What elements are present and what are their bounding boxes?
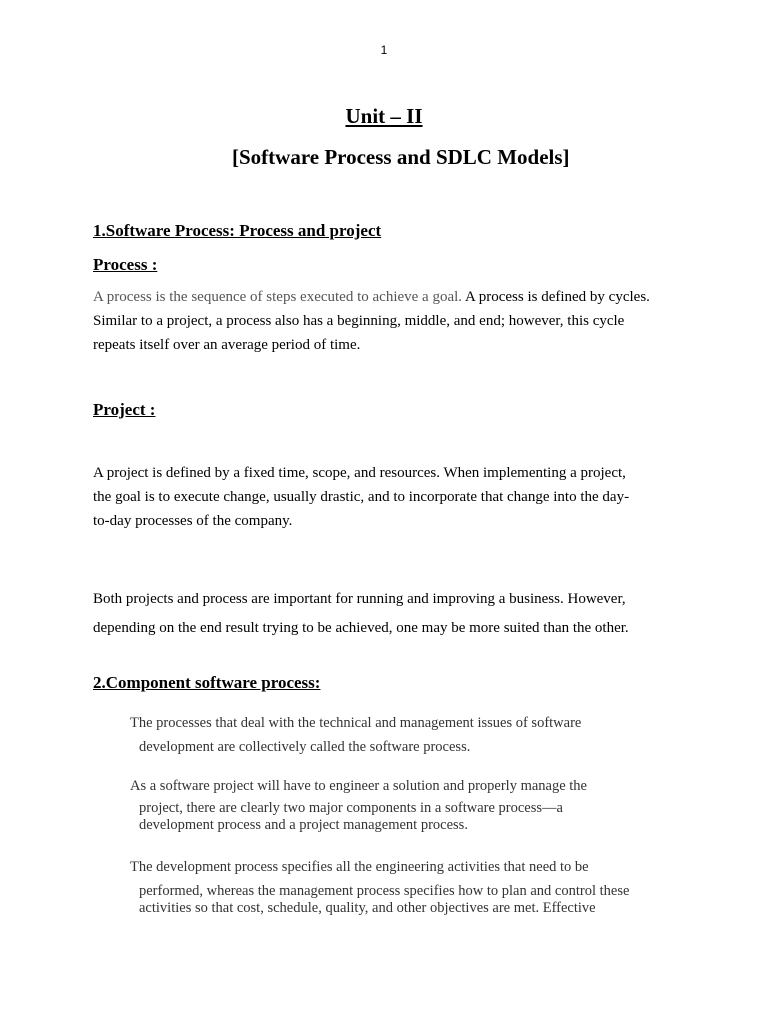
document-subtitle: [Software Process and SDLC Models]	[232, 145, 570, 169]
process-line-3: repeats itself over an average period of time.	[93, 337, 361, 353]
process-line-2: Similar to a project, a process also has a beginning, middle, and end; however, this cycle	[93, 313, 625, 329]
page-number: 1	[380, 43, 388, 57]
bullet-3-line-1: The development process specifies all the engineering activities that need to be	[130, 859, 589, 875]
project-heading: Project :	[93, 400, 156, 419]
section-1-heading: 1.Software Process: Process and project	[93, 221, 382, 240]
process-definition-text: A process is the sequence of steps executed to achieve a goal.	[93, 289, 463, 305]
process-paragraph	[93, 285, 650, 357]
process-heading: Process :	[93, 255, 158, 274]
bullet-2-line-2: project, there are clearly two major components in a software process—a	[139, 800, 563, 816]
process-cycles-text: A process is defined by cycles.	[462, 289, 650, 305]
bullet-3-line-2: performed, whereas the management process specifies how to plan and control these	[139, 883, 630, 899]
project-line-2: the goal is to execute change, usually drastic, and to incorporate that change into the day-	[93, 489, 630, 505]
bullet-item-2	[117, 776, 587, 834]
bullet-item-3	[117, 857, 629, 917]
bullet-item-1	[117, 713, 581, 757]
bullet-2-line-1: As a software project will have to engineer a solution and properly manage the	[130, 778, 587, 794]
bullet-2-line-3: development process and a project management process.	[139, 817, 468, 833]
process-line-1	[93, 285, 650, 309]
comparison-line-2: depending on the end result trying to be achieved, one may be more suited than the other.	[93, 620, 629, 636]
unit-title: Unit – II	[345, 104, 423, 128]
bullet-3-line-3: activities so that cost, schedule, quality, and other objectives are met. Effective	[139, 900, 596, 916]
comparison-line-1: Both projects and process are important for running and improving a business. However,	[93, 591, 626, 607]
comparison-paragraph	[93, 585, 629, 643]
bullet-1-line-1: The processes that deal with the technical and management issues of software	[130, 715, 582, 731]
project-paragraph	[93, 461, 629, 533]
project-line-3: to-day processes of the company.	[93, 513, 293, 529]
section-2-heading: 2.Component software process:	[93, 673, 321, 692]
project-line-1: A project is defined by a fixed time, scope, and resources. When implementing a project,	[93, 465, 626, 481]
bullet-1-line-2: development are collectively called the software process.	[139, 739, 471, 755]
